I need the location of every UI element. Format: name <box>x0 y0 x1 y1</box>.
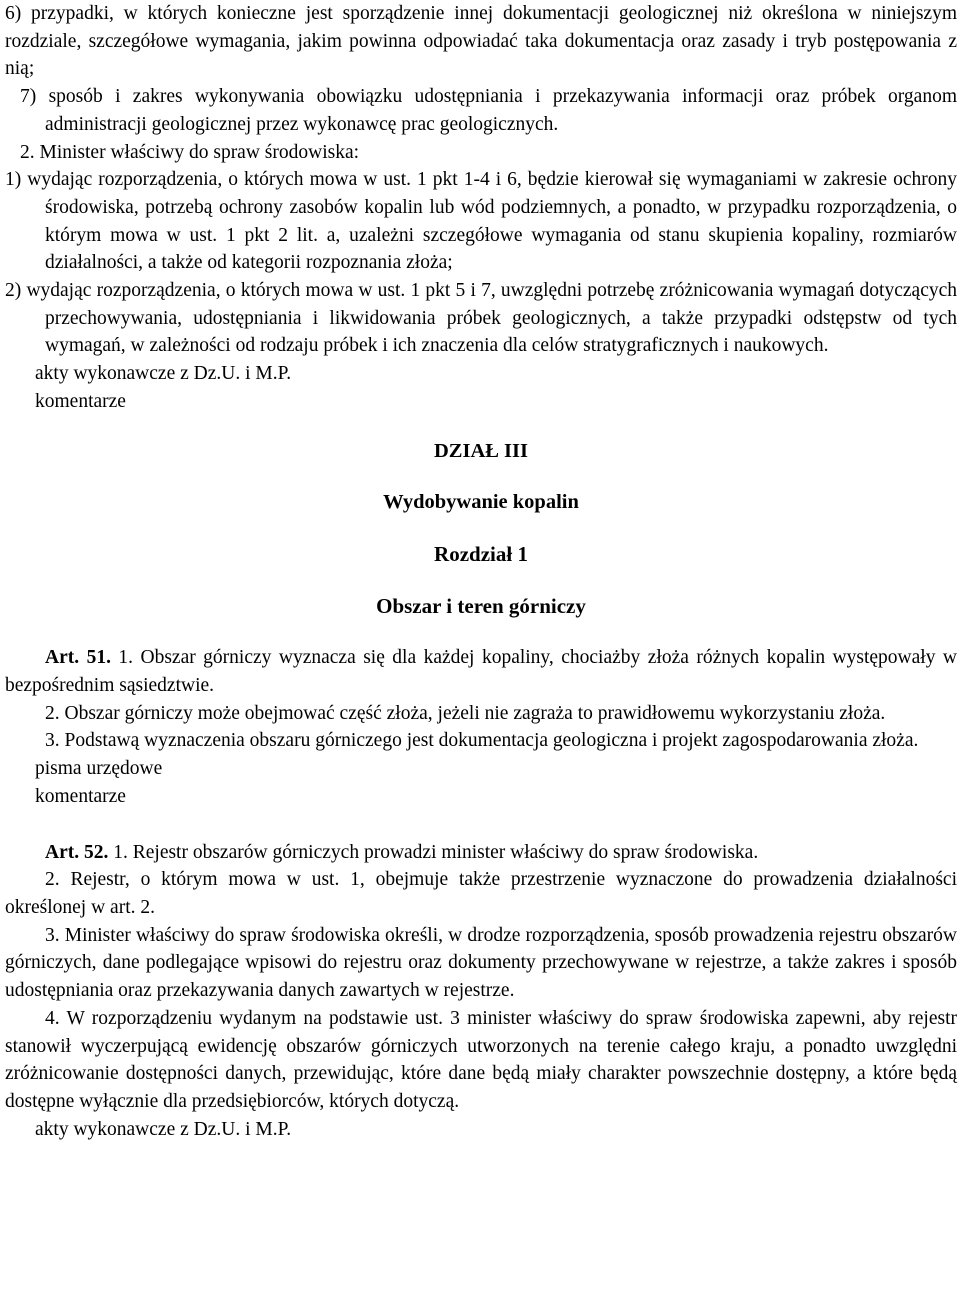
link-pisma-urzedowe[interactable]: pisma urzędowe <box>35 758 163 780</box>
art-52-ust-3: 3. Minister właściwy do spraw środowiska określi, w drodze rozporządzenia, sposób prowadzenia rejestru obszarów górniczych, dane podlegające wpisowi do rejestru oraz dokumenty przechowywane w rejestrze, a także zakres i sposób udostępniania oraz przekazywania danych zawartych w rejestrze. <box>5 924 957 1002</box>
art-52-ust-2: 2. Rejestr, o którym mowa w ust. 1, obejmuje także przestrzenie wyznaczone do prowadzenia działalności określonej w art. 2. <box>5 869 957 918</box>
art-51-ust-3: 3. Podstawą wyznaczenia obszaru górniczego jest dokumentacja geologiczna i projekt zagospodarowania złoża. <box>45 730 919 752</box>
art-51-label: Art. 51. <box>45 647 111 669</box>
link-akty-wykonawcze[interactable]: akty wykonawcze z Dz.U. i M.P. <box>35 363 292 385</box>
art-52-ust-1: Art. 52. 1. Rejestr obszarów górniczych prowadzi minister właściwy do spraw środowiska. <box>45 841 759 863</box>
art-52-label: Art. 52. <box>45 841 109 863</box>
document-page <box>5 0 957 1143</box>
art-51-ust-1: Art. 51. 1. Obszar górniczy wyznacza się dla każdej kopaliny, chociażby złoża różnych kopalin występowały w bezpośrednim sąsiedztwie. <box>5 647 958 697</box>
paragraph-ust-2: 2. Minister właściwy do spraw środowiska: <box>20 141 360 163</box>
paragraph-ust-2-item-1: 1) wydając rozporządzenia, o których mowa w ust. 1 pkt 1-4 i 6, będzie kierował się wymaganiami w zakresie ochrony środowiska, potrzebą ochrony zasobów kopalin lub wód podziemnych, a ponadto, w przypadku rozporządzenia, o którym mowa w ust. 1 pkt 2 lit. a, uzależni szczegółowe wymagania od stanu skupienia kopaliny, rozmiarów działalności, a także od kategorii rozpoznania złoża; <box>5 169 957 274</box>
link-komentarze[interactable]: komentarze <box>35 390 126 412</box>
art-52-ust-4: 4. W rozporządzeniu wydanym na podstawie ust. 3 minister właściwy do spraw środowiska zapewni, aby rejestr stanowił wyczerpującą ewidencję obszarów górniczych utworzonych na terenie całego kraju, a ponadto uwzględni zróżnicowanie dostępności danych, przewidując, które dane będą miały charakter powszechnie dostępny, a które będą dostępne wyłącznie dla przedsiębiorców, których dotyczą. <box>5 1007 957 1112</box>
heading-obszar: Obszar i teren górniczy <box>376 593 586 618</box>
paragraph-ust-2-item-2: 2) wydając rozporządzenia, o których mowa w ust. 1 pkt 5 i 7, uwzględni potrzebę zróżnicowania wymagań dotyczących przechowywania, udostępniania i likwidowania próbek geologicznych, a także przypadki odstępstw od tych wymagań, w zależności od rodzaju próbek i ich znaczenia dla celów stratygraficznych i naukowych. <box>5 280 957 357</box>
heading-rozdzial: Rozdział 1 <box>434 541 528 566</box>
art-51-ust-2: 2. Obszar górniczy może obejmować część złoża, jeżeli nie zagraża to prawidłowemu wykorzystaniu złoża. <box>45 702 886 724</box>
paragraph-item-7: 7) sposób i zakres wykonywania obowiązku udostępniania i przekazywania informacji oraz próbek organom administracji geologicznej przez wykonawcę prac geologicznych. <box>20 86 957 135</box>
link-akty-wykonawcze-2[interactable]: akty wykonawcze z Dz.U. i M.P. <box>35 1118 292 1140</box>
paragraph-item-6: 6) przypadki, w których konieczne jest sporządzenie innej dokumentacji geologicznej niż określona w niniejszym rozdziale, szczegółowe wymagania, jakim powinna odpowiadać taka dokumentacja oraz zasady i tryb postępowania z nią; <box>5 3 957 80</box>
heading-wydobywanie: Wydobywanie kopalin <box>383 491 579 514</box>
link-komentarze-2[interactable]: komentarze <box>35 785 126 807</box>
heading-dzial: DZIAŁ III <box>434 439 528 462</box>
